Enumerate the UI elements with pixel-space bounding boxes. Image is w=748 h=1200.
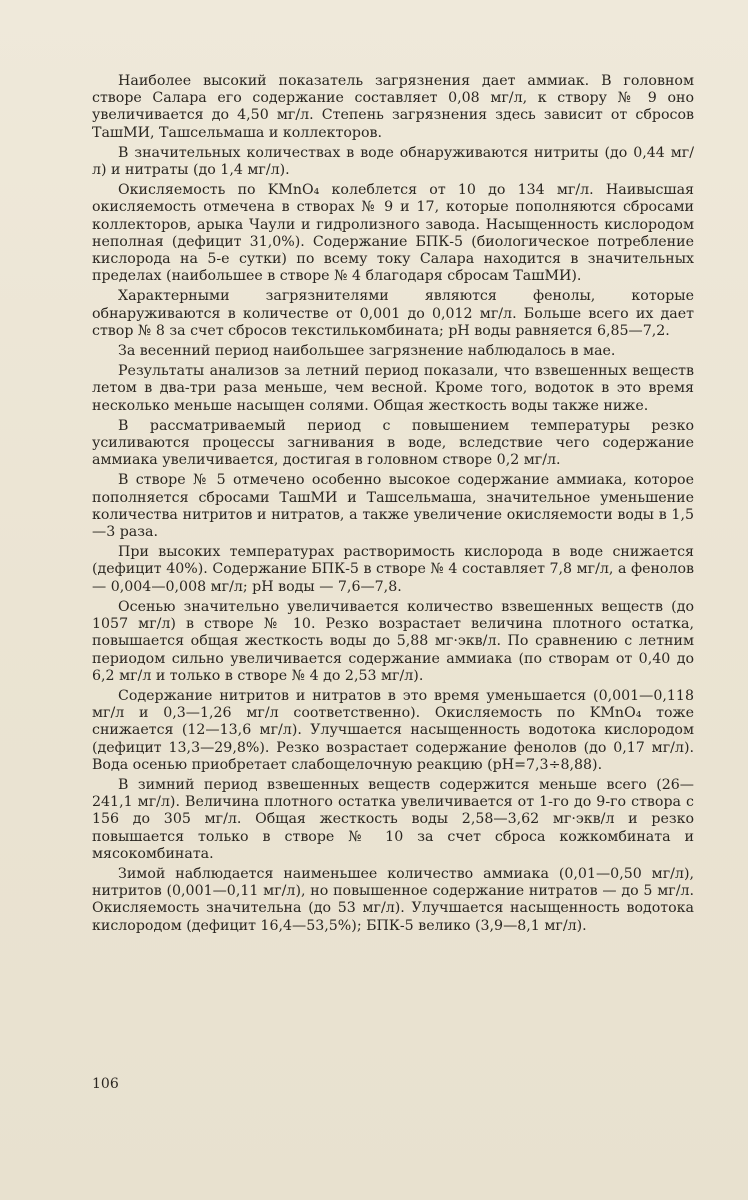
paragraph-oxidizability: Окисляемость по KMnO₄ колеблется от 10 до 134 мг/л. Наивысшая окисляемость отмечена в створах № 9 и 17, которые пополняются сбросами коллекторов, арыка Чаули и гидролизного завода. Насыщенность кислородом неполная (дефицит 31,0%). Содержание БПК-5 (биологическое потребление кислорода на 5-е сутки) по всему току Салара находится в значительных пределах (наибольшее в створе № 4 благодаря сбросам ТашМИ). [92,182,694,285]
paragraph-nitrites: В значительных количествах в воде обнаруживаются нитриты (до 0,44 мг/л) и нитраты (до 1,4 мг/л). [92,144,694,179]
paragraph-oxygen: При высоких температурах растворимость кислорода в воде снижается (дефицит 40%). Содержание БПК-5 в створе № 4 составляет 7,8 мг/л, а фенолов — 0,004—0,008 мг/л; pH воды — 7,6—7,8. [92,544,694,595]
paragraph-autumn-nitrites: Содержание нитритов и нитратов в это время уменьшается (0,001—0,118 мг/л и 0,3—1,26 мг/л соответственно). Окисляемость по KMnO₄ тоже снижается (12—13,6 мг/л). Улучшается насыщенность водотока кислородом (дефицит 13,3—29,8%). Резко возрастает содержание фенолов (до 0,17 мг/л). Вода осенью приобретает слабощелочную реакцию (pH=7,3÷8,88). [92,687,694,773]
paragraph-winter-ammonia: Зимой наблюдается наименьшее количество аммиака (0,01—0,50 мг/л), нитритов (0,001—0,11 мг/л), но повышенное содержание нитратов — до 5 мг/л. Окисляемость значительна (до 53 мг/л). Улучшается насыщенность водотока кислородом (дефицит 16,4—53,5%); БПК-5 велико (3,9—8,1 мг/л). [92,865,694,934]
page-number: 106 [92,1076,119,1092]
paragraph-summer-results: Результаты анализов за летний период показали, что взвешенных веществ летом в два-три раза меньше, чем весной. Кроме того, водоток в это время несколько меньше насыщен солями. Общая жесткость воды также ниже. [92,363,694,414]
paragraph-autumn: Осенью значительно увеличивается количество взвешенных веществ (до 1057 мг/л) в створе № 10. Резко возрастает величина плотного остатка, повышается общая жесткость воды до 5,88 мг·экв/л. По сравнению с летним периодом сильно увеличивается содержание аммиака (по створам от 0,40 до 6,2 мг/л и только в створе № 4 до 2,53 мг/л). [92,598,694,684]
body-text [92,73,694,938]
paragraph-summer-decay: В рассматриваемый период с повышением температуры резко усиливаются процессы загнивания в воде, вследствие чего содержание аммиака увеличивается, достигая в головном створе 0,2 мг/л. [92,417,694,469]
paragraph-ammonia: Наиболее высокий показатель загрязнения дает аммиак. В головном створе Салара его содержание составляет 0,08 мг/л, к створу № 9 оно увеличивается до 4,50 мг/л. Степень загрязнения здесь зависит от сбросов ТашМИ, Ташсельмаша и коллекторов. [92,73,694,141]
paragraph-spring: За весенний период наибольшее загрязнение наблюдалось в мае. [118,343,616,360]
paragraph-phenols: Характерными загрязнителями являются фенолы, которые обнаруживаются в количестве от 0,001 до 0,012 мг/л. Больше всего их дает створ № 8 за счет сбросов текстилькомбината; pH воды равняется 6,85—7,2. [92,288,694,339]
paragraph-winter: В зимний период взвешенных веществ содержится меньше всего (26—241,1 мг/л). Величина плотного остатка увеличивается от 1-го до 9-го створа с 156 до 305 мг/л. Общая жесткость воды 2,58—3,62 мг·экв/л и резко повышается только в створе № 10 за счет сброса кожкомбината и мясокомбината. [92,776,694,862]
paragraph-station-5: В створе № 5 отмечено особенно высокое содержание аммиака, которое пополняется сбросами ТашМИ и Ташсельмаша, значительное уменьшение количества нитритов и нитратов, а также увеличение окисляемости воды в 1,5—3 раза. [92,472,694,541]
